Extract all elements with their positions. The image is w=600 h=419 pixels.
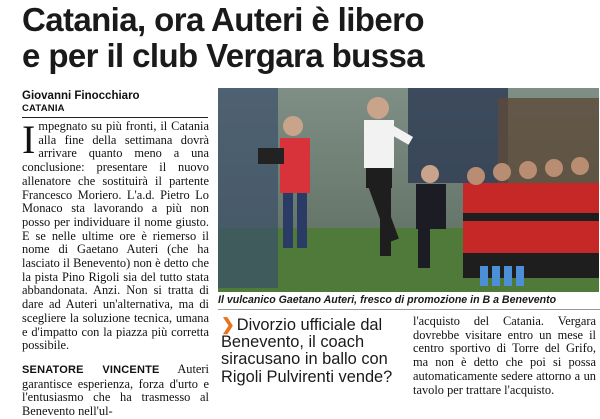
stand-left	[218, 88, 278, 288]
chevron-right-icon: ❯	[221, 316, 235, 334]
article-column-1	[22, 117, 209, 419]
photo-illustration	[218, 88, 599, 292]
drop-cap: I	[22, 117, 36, 162]
sidebar-headline-text: Divorzio ufficiale dal Benevento, il coach siracusano in ballo con Rigoli Pulvirenti vende?	[221, 316, 393, 386]
byline-divider	[22, 117, 208, 118]
paragraph-2-text: Auteri garantisce esperienza, forza d'urto e l'entusiasmo che ha trasmesso al Benevento nell'ul-	[22, 361, 209, 419]
caption-divider	[218, 309, 600, 310]
headline-line-2: e per il club Vergara bussa	[22, 37, 424, 74]
article-paragraph-1	[22, 117, 209, 353]
byline	[22, 90, 207, 115]
article-column-3	[413, 315, 596, 397]
column-3-text: l'acquisto del Catania. Vergara dovrebbe visitare entro un mese il centro sportivo di Torre del Grifo, ma non è detto che poi si possa automaticamente sedere attorno a un tavolo per trattare l'acquisto.	[413, 314, 596, 397]
headline	[22, 2, 594, 74]
byline-location: CATANIA	[22, 103, 65, 114]
headline-line-1: Catania, ora Auteri è libero	[22, 1, 424, 38]
byline-author: Giovanni Finocchiaro	[22, 90, 140, 102]
paragraph-1-text: mpegnato su più fronti, il Catania alla fine della settimana dovrà arrivare quanto meno a una conclusione: presentare il nuovo allenatore che sostituirà il partente Francesco Moriero. L'a.d. Pietro Lo Monaco sta lavorando a più non posso per individuare il nome giusto. E se nelle ultime ore è riemerso il nome di Gaetano Auteri (che ha lasciato il Benevento) non è detto che la pista Pino Rigoli sia del tutto stata abbandonata. Anzi. Non si tratta di dare ad Auteri un'alternativa, ma di scegliere la soluzione tecnica, umana e d'impatto con la piazza più corretta possibile.	[22, 119, 209, 353]
article-photo	[218, 88, 599, 292]
article-paragraph-2	[22, 363, 209, 419]
photo-caption: Il vulcanico Gaetano Auteri, fresco di promozione in B a Benevento	[218, 294, 557, 306]
sidebar-headline	[221, 317, 403, 386]
article-subhead: SENATORE VINCENTE	[22, 363, 160, 376]
